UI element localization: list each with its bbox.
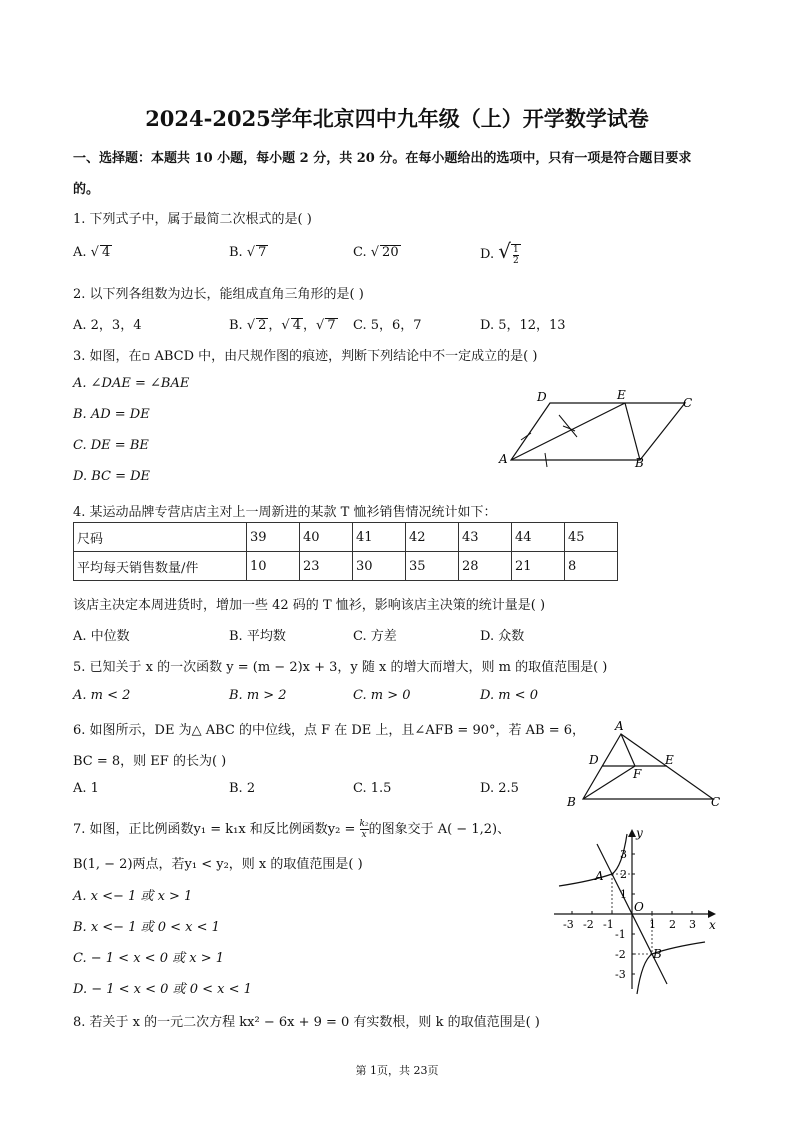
x-tick-label: -3: [563, 918, 574, 931]
page-footer: 第 1页，共 23页: [355, 1064, 439, 1077]
q3-option-a: A. ∠DAE = ∠BAE: [73, 376, 190, 391]
q6-label-c: C: [711, 795, 721, 809]
q1-d-denominator: 2: [512, 255, 519, 266]
q6-option-b: B. 2: [229, 781, 256, 796]
q1-option-d: D. √ $\frac{1}{2}$: [480, 239, 519, 266]
q7-point-a-label: A: [595, 869, 604, 883]
q6-label-f: F: [633, 767, 642, 781]
q6-option-a: A. 1: [73, 781, 99, 796]
q3-label-d: D: [537, 390, 547, 404]
q6-triangle-figure: [565, 716, 730, 811]
q7-option-a: A. x <− 1 或 x > 1: [73, 889, 193, 904]
section-heading-line2: 的。: [73, 182, 100, 197]
q4-question: 该店主决定本周进货时，增加一些 42 码的 T 恤衫，影响该店主决策的统计量是( ): [73, 598, 546, 613]
q1-c-radicand: 20: [382, 245, 399, 260]
q3-label-e: E: [617, 388, 626, 402]
section-heading-line1: 一、选择题：本题共 10 小题，每小题 2 分，共 20 分。在每小题给出的选项中，只有一项是符合题目要求: [73, 151, 692, 166]
x-tick-label: -2: [583, 918, 594, 931]
q6-stem-line2: BC = 8，则 EF 的长为( ): [73, 754, 227, 769]
q7-x-axis-label: x: [709, 918, 716, 932]
q2-option-a: A. 2，3，4: [73, 318, 142, 333]
q5-option-b: B. m > 2: [229, 688, 287, 703]
q6-option-c: C. 1.5: [353, 781, 392, 796]
q1-stem: 1. 下列式子中，属于最简二次根式的是( ): [73, 212, 312, 227]
y-tick-label: -2: [615, 948, 626, 961]
q4-sales-table: [73, 522, 618, 581]
q5-option-c: C. m > 0: [353, 688, 411, 703]
page-title: 2024-2025学年北京四中九年级（上）开学数学试卷: [145, 106, 649, 131]
q7-option-c: C. − 1 < x < 0 或 x > 1: [73, 951, 224, 966]
q1-b-radicand: 7: [258, 245, 267, 260]
q1-a-radicand: 4: [101, 245, 111, 260]
q1-option-c: C. √ 20: [353, 245, 399, 260]
q5-option-d: D. m < 0: [480, 688, 538, 703]
y-tick-label: -3: [615, 968, 626, 981]
q6-label-d: D: [589, 753, 599, 767]
q6-label-b: B: [567, 795, 576, 809]
q7-point-b-label: B: [653, 947, 662, 961]
x-tick-label: 2: [669, 918, 676, 931]
y-tick-label: 3: [620, 848, 627, 861]
y-tick-label: -1: [615, 928, 626, 941]
q1-option-b: B. √ 7: [229, 245, 267, 260]
q2-option-b: B. √ 2 ，√ 4 ，√ 7: [229, 318, 336, 333]
q3-label-c: C: [683, 396, 693, 410]
q7-option-d: D. − 1 < x < 0 或 0 < x < 1: [73, 982, 252, 997]
y-tick-label: 1: [620, 888, 627, 901]
q4-option-c: C. 方差: [353, 629, 397, 644]
q3-option-c: C. DE = BE: [73, 438, 149, 453]
q3-stem: 3. 如图，在▫ ABCD 中，由尺规作图的痕迹，判断下列结论中不一定成立的是( ): [73, 349, 538, 364]
q4-stem: 4. 某运动品牌专营店店主对上一周新进的某款 T 恤衫销售情况统计如下：: [73, 505, 497, 520]
table-row: 平均每天销售数量/件 10 23 30 35 28 21 8: [74, 552, 618, 581]
q3-label-b: B: [635, 456, 644, 470]
q4-option-d: D. 众数: [480, 629, 525, 644]
q6-stem-line1: 6. 如图所示，DE 为△ ABC 的中位线，点 F 在 DE 上，且∠AFB = 90°，若 AB = 6，: [73, 723, 585, 738]
q3-option-d: D. BC = DE: [73, 469, 151, 484]
q2-stem: 2. 以下列各组数为边长，能组成直角三角形的是( ): [73, 287, 364, 302]
q7-option-b: B. x <− 1 或 0 < x < 1: [73, 920, 220, 935]
q4-option-a: A. 中位数: [73, 629, 130, 644]
q6-label-e: E: [665, 753, 674, 767]
q5-stem: 5. 已知关于 x 的一次函数 y = (m − 2)x + 3，y 随 x 的增大而增大，则 m 的取值范围是( ): [73, 660, 608, 675]
q3-parallelogram-figure: [495, 385, 705, 470]
q6-label-a: A: [615, 719, 624, 733]
x-tick-label: 3: [689, 918, 696, 931]
q6-option-d: D. 2.5: [480, 781, 519, 796]
q7-frac-num: k₂: [359, 819, 369, 829]
q2-option-d: D. 5，12，13: [480, 318, 566, 333]
q7-y-axis-label: y: [636, 826, 643, 840]
q1-d-numerator: 1: [512, 244, 519, 255]
q8-stem: 8. 若关于 x 的一元二次方程 kx² − 6x + 9 = 0 有实数根，则 k 的取值范围是( ): [73, 1015, 540, 1030]
q7-frac-den: x: [361, 830, 367, 840]
q7-origin-label: O: [634, 900, 644, 914]
q4-option-b: B. 平均数: [229, 629, 286, 644]
q7-stem-line2: B(1, − 2)两点，若y₁ < y₂，则 x 的取值范围是( ): [73, 857, 363, 872]
q5-option-a: A. m < 2: [73, 688, 131, 703]
x-tick-label: 1: [649, 918, 656, 931]
q3-option-b: B. AD = DE: [73, 407, 150, 422]
q1-option-a: A. √ 4: [73, 245, 111, 260]
table-row: 尺码 39 40 41 42 43 44 45: [74, 523, 618, 552]
q7-function-graph: [552, 823, 722, 995]
y-tick-label: 2: [620, 868, 627, 881]
x-tick-label: -1: [603, 918, 614, 931]
q7-stem-line1: 7. 如图，正比例函数y₁ = k₁x 和反比例函数y₂ = $\frac{\text{k₂}}{x}$ 的图象交于 A( − 1,2)、: [73, 819, 511, 840]
q2-option-c: C. 5，6，7: [353, 318, 422, 333]
q3-label-a: A: [499, 452, 508, 466]
